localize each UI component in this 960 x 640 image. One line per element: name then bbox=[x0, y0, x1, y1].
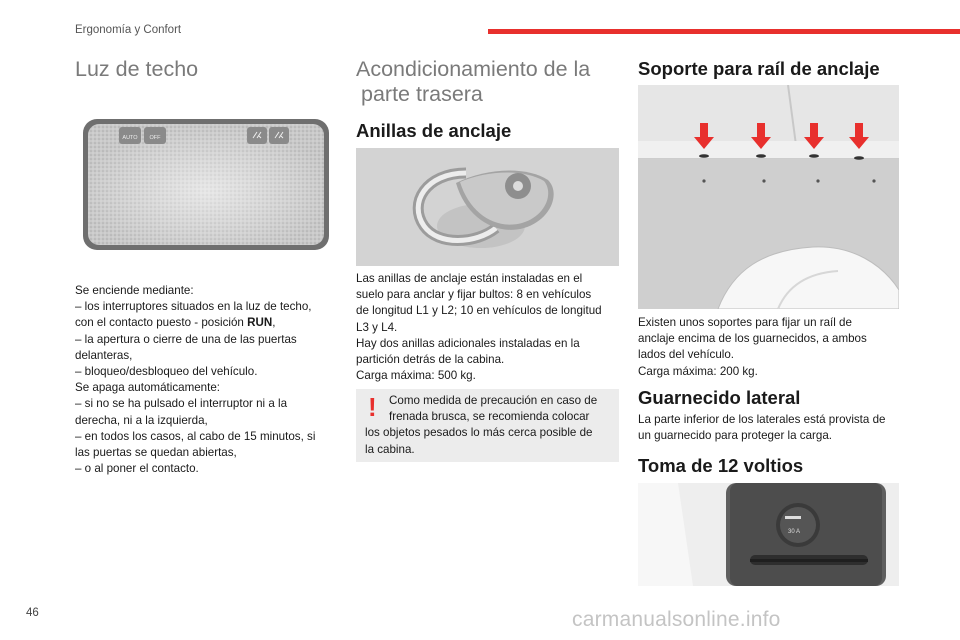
text-line: La parte inferior de los laterales está provista de bbox=[638, 413, 886, 426]
text-line: anclaje encima de los guarnecidos, a ambos bbox=[638, 332, 867, 346]
text-line: Como medida de precaución en caso de bbox=[389, 394, 598, 407]
text-line: – bloqueo/desbloqueo del vehículo. bbox=[75, 365, 258, 379]
text-line: Las anillas de anclaje están instaladas en el bbox=[356, 272, 583, 285]
text-line: frenada brusca, se recomienda colocar bbox=[389, 410, 590, 424]
text-line: lados del vehículo. bbox=[638, 348, 735, 362]
section-label: Ergonomía y Confort bbox=[75, 24, 182, 36]
text-line: – o al poner el contacto. bbox=[75, 462, 199, 476]
text-line: – los interruptores situados en la luz de techo, bbox=[75, 300, 312, 314]
watermark: carmanualsonline.info bbox=[572, 608, 781, 631]
ceiling-light-svg bbox=[82, 118, 330, 251]
title-luz-de-techo: Luz de techo bbox=[75, 57, 199, 81]
lamp-button-off-label: OFF bbox=[149, 135, 161, 141]
lamp-button-auto-label: AUTO bbox=[122, 135, 138, 141]
guarnecido-text bbox=[638, 412, 903, 444]
text-line: Hay dos anillas adicionales instaladas en la bbox=[356, 336, 580, 350]
title-acondicionamiento bbox=[356, 57, 590, 107]
anchor-ring-illustration bbox=[356, 148, 619, 266]
text-line: delanteras, bbox=[75, 348, 133, 362]
title-line: Acondicionamiento de la bbox=[356, 57, 591, 81]
rail-bracket-illustration bbox=[638, 85, 899, 309]
text-line: derecha, ni a la izquierda, bbox=[75, 413, 208, 427]
anchor-ring-svg bbox=[356, 148, 619, 266]
title-line: parte trasera bbox=[361, 82, 483, 106]
text-line: con el contacto puesto - posición RUN, bbox=[75, 316, 276, 330]
warning-icon: ! bbox=[368, 392, 377, 422]
text-line: Carga máxima: 500 kg. bbox=[356, 369, 476, 383]
text-line: Existen unos soportes para fijar un raíl de bbox=[638, 316, 852, 329]
header-accent-bar bbox=[488, 29, 960, 34]
socket-label: 30 A bbox=[787, 529, 801, 535]
text-line: la cabina. bbox=[365, 442, 415, 456]
socket-illustration bbox=[638, 483, 899, 586]
lamp-switch-left[interactable] bbox=[247, 127, 267, 144]
ceiling-light-illustration bbox=[82, 118, 330, 251]
text-line: – en todos los casos, al cabo de 15 minutos, si bbox=[75, 429, 316, 443]
text-line: suelo para anclar y fijar bultos: 8 en vehículos bbox=[356, 288, 592, 302]
socket-svg bbox=[638, 483, 899, 586]
lamp-switch-right[interactable] bbox=[269, 127, 289, 144]
text-line: Se apaga automáticamente: bbox=[75, 381, 221, 395]
warning-text bbox=[356, 393, 597, 458]
text-line: – la apertura o cierre de una de las puertas bbox=[75, 332, 297, 346]
subtitle-anillas: Anillas de anclaje bbox=[356, 120, 512, 141]
text-line: Se enciende mediante: bbox=[75, 284, 194, 297]
text-line: los objetos pesados lo más cerca posible de bbox=[365, 426, 593, 440]
text-line: Carga máxima: 200 kg. bbox=[638, 364, 758, 378]
anillas-text bbox=[356, 271, 621, 384]
text-line: – si no se ha pulsado el interruptor ni a la bbox=[75, 397, 288, 411]
text-line-part: con el contacto puesto - posición bbox=[75, 316, 248, 330]
soporte-text bbox=[638, 315, 903, 380]
text-line: L3 y L4. bbox=[356, 320, 398, 334]
title-guarnecido: Guarnecido lateral bbox=[638, 387, 801, 408]
text-line: un guarnecido para proteger la carga. bbox=[638, 429, 833, 443]
rail-bracket-svg bbox=[638, 85, 899, 309]
text-line: partición detrás de la cabina. bbox=[356, 353, 505, 367]
text-line: las puertas se quedan abiertas, bbox=[75, 446, 237, 460]
warning-box bbox=[356, 389, 619, 462]
page-number: 46 bbox=[26, 607, 39, 619]
title-toma-12v: Toma de 12 voltios bbox=[638, 455, 804, 476]
text-line: de longitud L1 y L2; 10 en vehículos de longitud bbox=[356, 304, 602, 318]
title-soporte: Soporte para raíl de anclaje bbox=[638, 58, 880, 79]
run-label: RUN bbox=[247, 316, 273, 330]
luz-de-techo-text bbox=[75, 283, 340, 477]
